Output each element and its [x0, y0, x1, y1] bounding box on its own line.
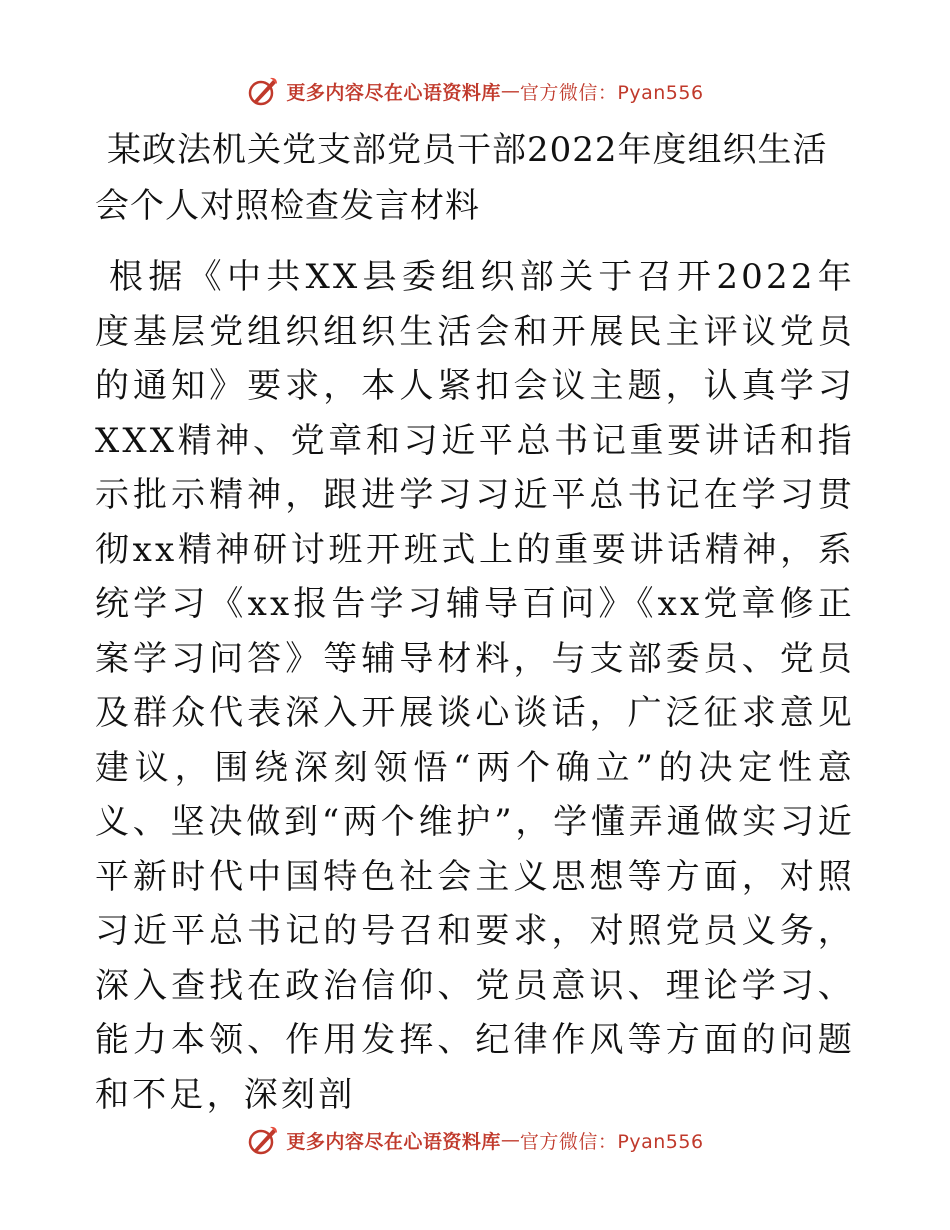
- document-body-paragraph: 根据《中共XX县委组织部关于召开2022年度基层党组织组织生活会和开展民主评议党员的通知》要求，本人紧扣会议主题，认真学习XXX精神、党章和习近平总书记重要讲话和指示批示精神，跟进学习习近平总书记在学习贯彻xx精神研讨班开班式上的重要讲话精神，系统学习《xx报告学习辅导百问》《xx党章修正案学习问答》等辅导材料，与支部委员、党员及群众代表深入开展谈心谈话，广泛征求意见建议，围绕深刻领悟“两个确立”的决定性意义、坚决做到“两个维护”，学懂弄通做实习近平新时代中国特色社会主义思想等方面，对照习近平总书记的号召和要求，对照党员义务，深入查找在政治信仰、党员意识、理论学习、能力本领、作用发挥、纪律作风等方面的问题和不足，深刻剖: [95, 257, 855, 1115]
- banner-separator: —: [500, 1129, 520, 1151]
- footer-watermark-banner: [0, 1120, 950, 1160]
- banner-contact: 官方微信：Pyan556: [519, 81, 704, 104]
- banner-separator: —: [500, 80, 520, 102]
- banner-site-text: 更多内容尽在心语资料库: [286, 1130, 501, 1153]
- document-title: 某政法机关党支部党员干部2022年度组织生活会个人对照检查发言材料: [95, 130, 828, 226]
- quill-logo-icon: [246, 74, 280, 108]
- banner-site-text: 更多内容尽在心语资料库: [286, 81, 501, 104]
- header-watermark-banner: [0, 71, 950, 111]
- quill-logo-icon: [246, 1123, 280, 1157]
- banner-contact: 官方微信：Pyan556: [519, 1130, 704, 1153]
